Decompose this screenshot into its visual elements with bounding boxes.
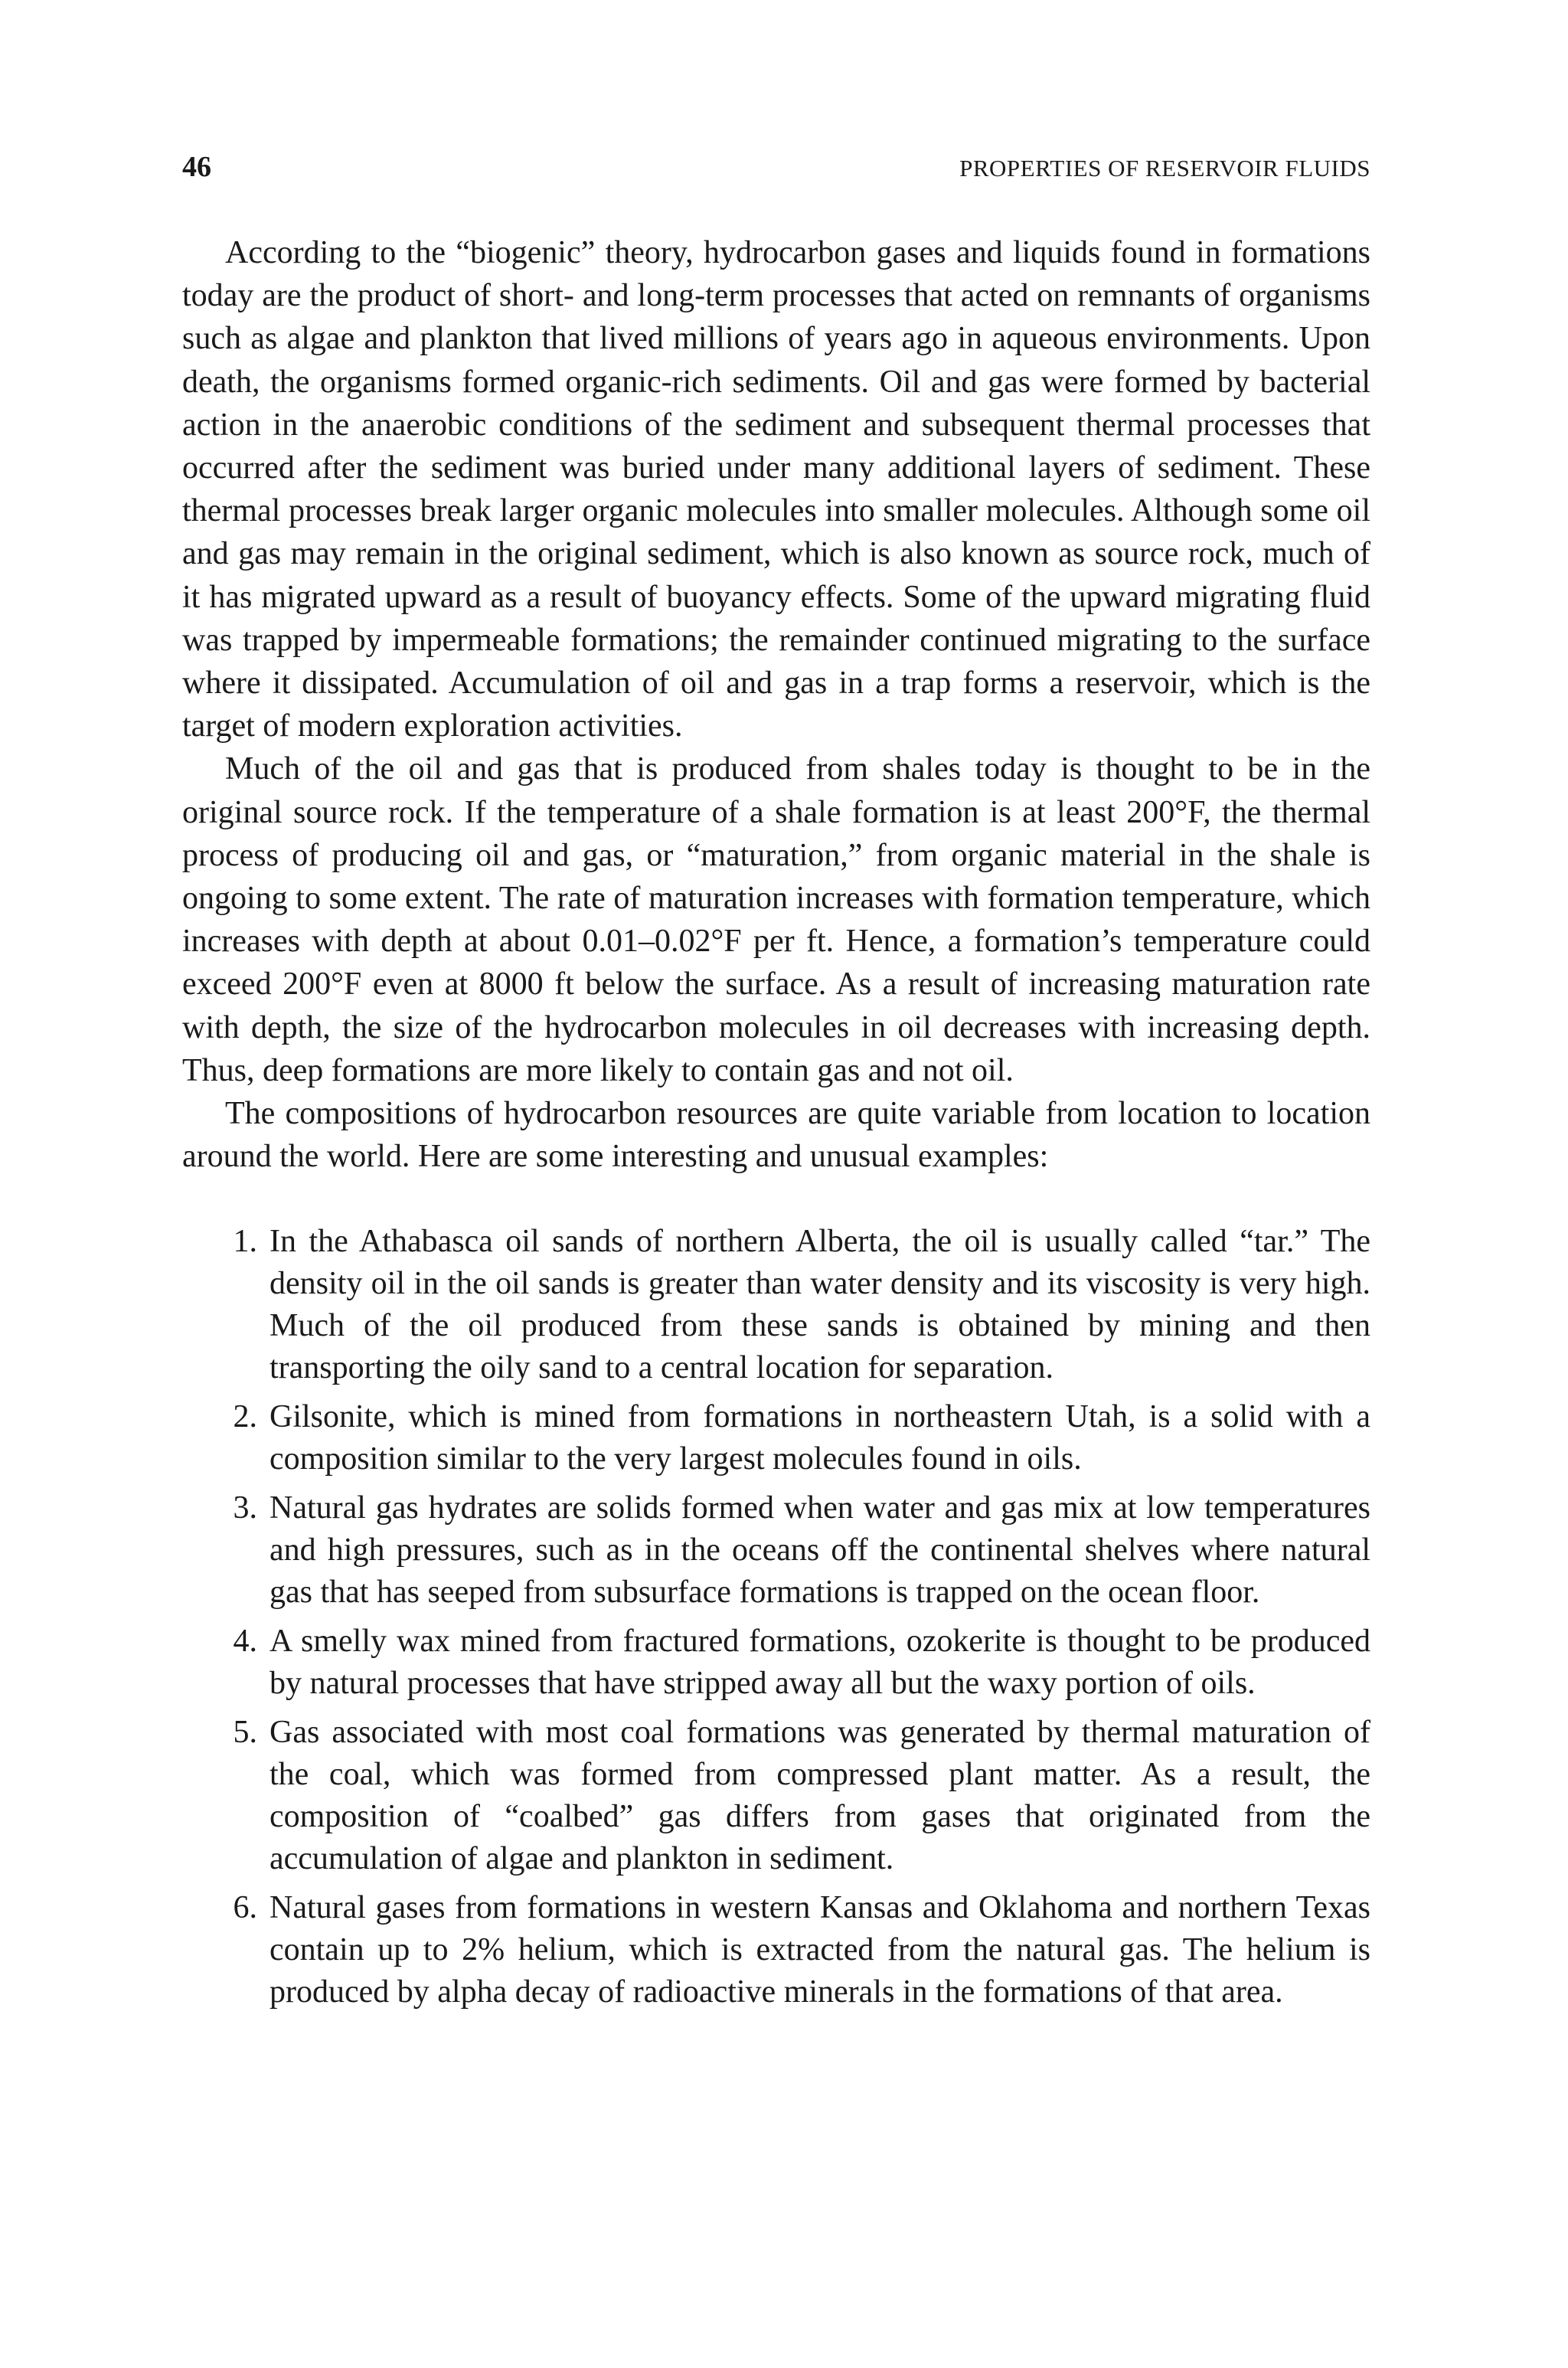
body-text: [182, 231, 1370, 2013]
paragraph-shale-maturation: Much of the oil and gas that is produced from shales today is thought to be in the original source rock. If the temperature of a shale formation is at least 200°F, the thermal process of producing oil and gas, or “maturation,” from organic material in the shale is ongoing to some extent. The rate of maturation increases with formation temperature, which increases with depth at about 0.01–0.02°F per ft. Hence, a formation’s temperature could exceed 200°F even at 8000 ft below the surface. As a result of increasing maturation rate with depth, the size of the hydrocarbon molecules in oil decreases with increasing depth. Thus, deep formations are more likely to contain gas and not oil.: [182, 751, 1370, 1088]
list-item-text: Gas associated with most coal formations was generated by thermal maturation of the coal, which was formed from compressed plant matter. As a result, the composition of “coalbed” gas differs from gases that originated from the accumulation of algae and plankton in sediment.: [270, 1715, 1370, 1877]
list-item: [182, 1221, 1370, 1389]
list-item-text: Natural gases from formations in western Kansas and Oklahoma and northern Texas contain up to 2% helium, which is extracted from the natural gas. The helium is produced by alpha decay of radioactive minerals in the formations of that area.: [270, 1890, 1370, 2010]
list-item-number: 2.: [233, 1399, 257, 1435]
paragraph-biogenic-theory: According to the “biogenic” theory, hydrocarbon gases and liquids found in formations today are the product of short- and long-term processes that acted on remnants of organisms such as algae and plankton that lived millions of years ago in aqueous environments. Upon death, the organisms formed organic-rich sediments. Oil and gas were formed by bacterial action in the anaerobic conditions of the sediment and subsequent thermal processes that occurred after the sediment was buried under many additional layers of sediment. These thermal processes break larger organic molecules into smaller molecules. Although some oil and gas may remain in the original sediment, which is also known as source rock, much of it has migrated upward as a result of buoyancy effects. Some of the upward migrating fluid was trapped by impermeable formations; the remainder continued migrating to the surface where it dissipated. Accumulation of oil and gas in a trap forms a reservoir, which is the target of modern exploration activities.: [182, 235, 1370, 744]
book-page: [182, 150, 1370, 2020]
list-item-number: 3.: [233, 1490, 257, 1526]
running-head: [182, 150, 1370, 196]
list-item: [182, 1887, 1370, 2013]
list-item-text: A smelly wax mined from fractured formations, ozokerite is thought to be produced by natural processes that have stripped away all but the waxy portion of oils.: [270, 1624, 1370, 1702]
examples-list: [182, 1221, 1370, 2013]
paragraph-compositions-intro: The compositions of hydrocarbon resources are quite variable from location to location around the world. Here are some interesting and unusual examples:: [182, 1096, 1370, 1175]
list-item-number: 1.: [233, 1224, 257, 1260]
list-item-text: In the Athabasca oil sands of northern Alberta, the oil is usually called “tar.” The density oil in the oil sands is greater than water density and its viscosity is very high. Much of the oil produced from these sands is obtained by mining and then transporting the oily sand to a central location for separation.: [270, 1224, 1370, 1386]
chapter-title: PROPERTIES OF RESERVOIR FLUIDS: [959, 155, 1370, 182]
list-item-number: 5.: [233, 1715, 257, 1751]
list-item: [182, 1396, 1370, 1480]
page-number: 46: [182, 151, 211, 183]
list-item: [182, 1712, 1370, 1880]
list-item-text: Gilsonite, which is mined from formations in northeastern Utah, is a solid with a composition similar to the very largest molecules found in oils.: [270, 1399, 1370, 1477]
list-item: [182, 1621, 1370, 1705]
list-item: [182, 1487, 1370, 1614]
list-item-number: 6.: [233, 1890, 257, 1926]
list-item-number: 4.: [233, 1624, 257, 1660]
list-item-text: Natural gas hydrates are solids formed when water and gas mix at low temperatures and high pressures, such as in the oceans off the continental shelves where natural gas that has seeped from subsurface formations is trapped on the ocean floor.: [270, 1490, 1370, 1611]
